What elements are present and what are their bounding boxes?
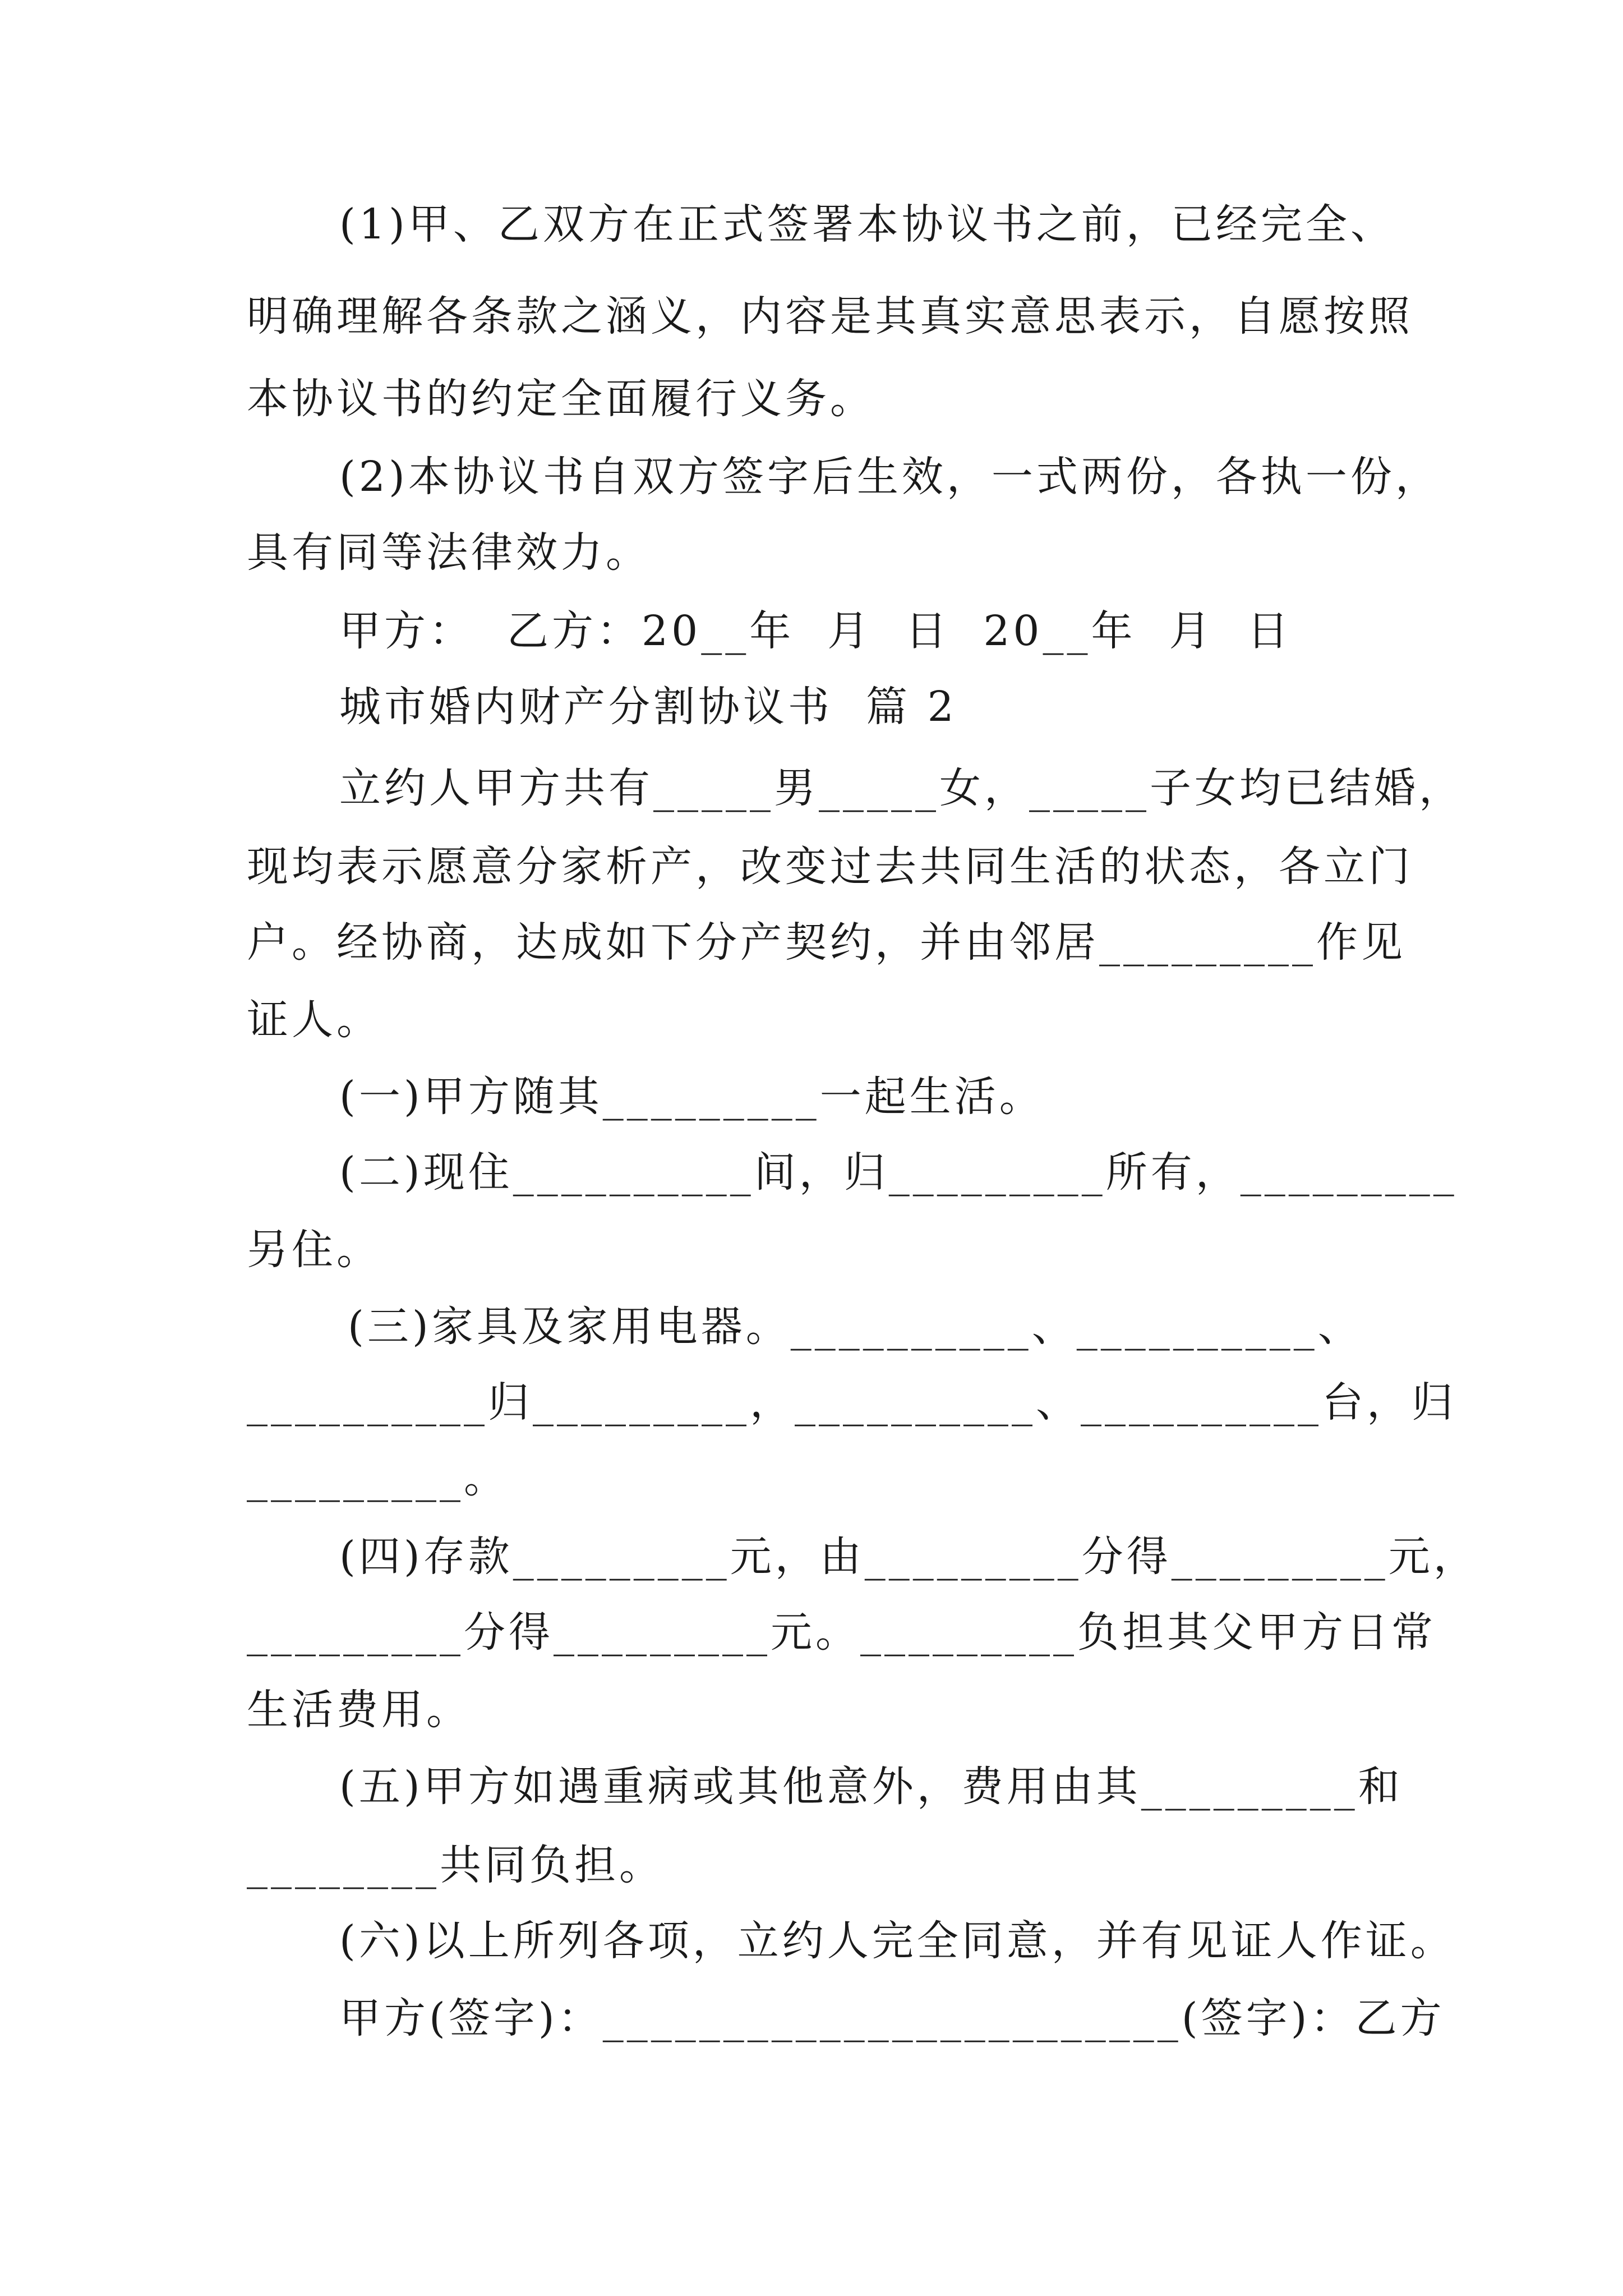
section-heading-text: 城市婚内财产分割协议书 篇 2 [339, 683, 957, 731]
clause-2-text: 具有同等法律效力。 [247, 528, 651, 577]
item-6-line-1 [0, 1902, 1623, 1980]
signature-text: 甲方(签字)：________________________(签字)：乙方 [339, 1994, 1445, 2042]
item-3-line-2 [0, 1363, 1623, 1442]
item-4-line-3 [0, 1671, 1623, 1749]
item-5-line-2 [0, 1826, 1623, 1904]
signature-line [0, 1979, 1623, 2058]
preamble-text: 立约人甲方共有_____男_____女，_____子女均已结婚， [339, 764, 1464, 812]
clause-2-line-2 [0, 513, 1623, 592]
item-2-text: 另住。 [247, 1226, 381, 1274]
clause-1-text: (1)甲、乙双方在正式签署本协议书之前，已经完全、 [339, 200, 1395, 249]
signature-date-line [0, 592, 1623, 670]
item-5-text: ________共同负担。 [247, 1841, 664, 1889]
item-4-text: (四)存款_________元，由_________分得_________元， [339, 1533, 1478, 1581]
clause-1-line-3 [0, 360, 1623, 438]
item-1-line-1 [0, 1057, 1623, 1136]
item-2-line-1 [0, 1133, 1623, 1212]
clause-1-text: 本协议书的约定全面履行义务。 [247, 375, 875, 423]
preamble-line-3 [0, 903, 1623, 982]
item-5-text: (五)甲方如遇重病或其他意外，费用由其_________和 [339, 1763, 1403, 1811]
item-3-text: __________归_________，__________、__________台，归 [247, 1378, 1456, 1427]
item-3-text: (三)家具及家用电器。__________、__________、 [348, 1303, 1363, 1351]
item-6-text: (六)以上所列各项，立约人完全同意，并有见证人作证。 [339, 1917, 1455, 1965]
item-5-line-1 [0, 1747, 1623, 1826]
preamble-line-4 [0, 981, 1623, 1059]
clause-1-text: 明确理解各条款之涵义，内容是其真实意思表示，自愿按照 [247, 292, 1413, 341]
item-3-line-1 [0, 1287, 1623, 1366]
item-4-line-2 [0, 1593, 1623, 1672]
item-2-text: (二)现住__________间，归_________所有，_________ [339, 1148, 1458, 1197]
signature-date-text: 甲方： 乙方：20__年 月 日 20__年 月 日 [339, 607, 1292, 655]
item-2-line-2 [0, 1211, 1623, 1289]
item-4-text: _________分得_________元。_________负担其父甲方日常 [247, 1608, 1436, 1657]
preamble-text: 证人。 [247, 996, 381, 1044]
clause-2-text: (2)本协议书自双方签字后生效，一式两份，各执一份， [339, 453, 1440, 501]
preamble-text: 户。经协商，达成如下分产契约，并由邻居_________作见 [247, 918, 1406, 967]
item-3-text: _________。 [247, 1454, 509, 1502]
preamble-line-2 [0, 827, 1623, 906]
clause-1-line-1 [0, 185, 1623, 264]
item-1-text: (一)甲方随其_________一起生活。 [339, 1073, 1044, 1121]
preamble-line-1 [0, 749, 1623, 827]
item-4-line-1 [0, 1517, 1623, 1596]
section-heading [0, 668, 1623, 746]
item-4-text: 生活费用。 [247, 1686, 471, 1734]
item-3-line-3 [0, 1439, 1623, 1517]
preamble-text: 现均表示愿意分家析产，改变过去共同生活的状态，各立门 [247, 843, 1413, 891]
clause-2-line-1 [0, 438, 1623, 516]
clause-1-line-2 [0, 277, 1623, 356]
